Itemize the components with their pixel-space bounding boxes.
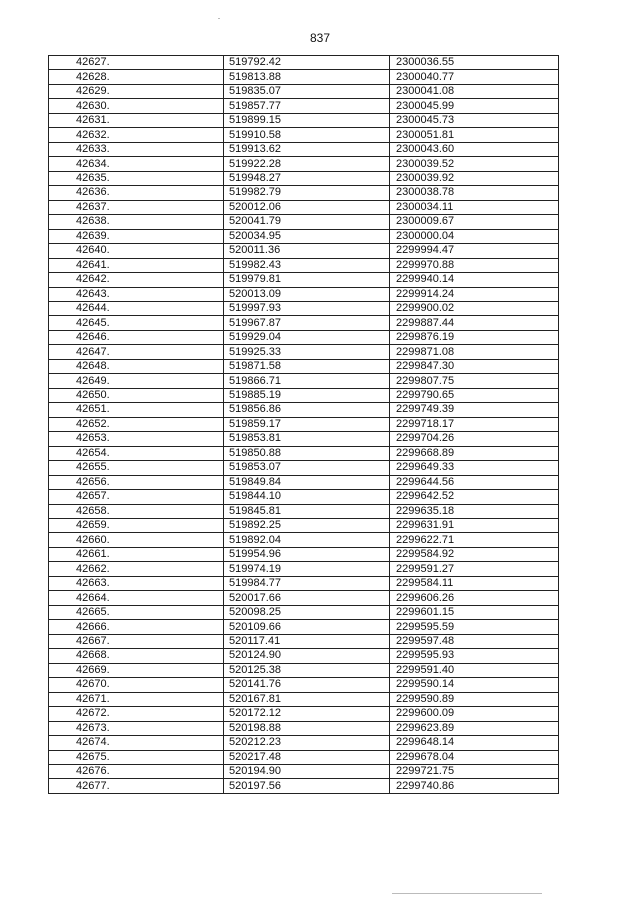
x-coordinate-cell: 519853.07: [224, 461, 390, 475]
x-coordinate-cell: 520212.23: [224, 736, 390, 750]
y-coordinate-cell: 2299887.44: [390, 316, 559, 330]
table-row: [49, 157, 559, 171]
y-coordinate-cell: 2300051.81: [390, 128, 559, 142]
x-coordinate-cell: 519929.04: [224, 330, 390, 344]
y-coordinate-cell: 2299595.59: [390, 620, 559, 634]
y-coordinate-cell: 2299642.52: [390, 490, 559, 504]
x-coordinate-cell: 520098.25: [224, 605, 390, 619]
table-row: [49, 128, 559, 142]
point-number-cell: 42676.: [49, 764, 224, 778]
table-row: [49, 374, 559, 388]
point-number-cell: 42649.: [49, 374, 224, 388]
point-number-cell: 42674.: [49, 736, 224, 750]
point-number-cell: 42661.: [49, 547, 224, 561]
y-coordinate-cell: 2299623.89: [390, 721, 559, 735]
y-coordinate-cell: 2299597.48: [390, 634, 559, 648]
point-number-cell: 42647.: [49, 345, 224, 359]
y-coordinate-cell: 2299749.39: [390, 403, 559, 417]
x-coordinate-cell: 519849.84: [224, 475, 390, 489]
point-number-cell: 42654.: [49, 446, 224, 460]
table-row: [49, 388, 559, 402]
x-coordinate-cell: 519922.28: [224, 157, 390, 171]
coordinates-table: [48, 55, 559, 794]
y-coordinate-cell: 2300000.04: [390, 229, 559, 243]
y-coordinate-cell: 2300045.73: [390, 113, 559, 127]
x-coordinate-cell: 520109.66: [224, 620, 390, 634]
x-coordinate-cell: 519910.58: [224, 128, 390, 142]
x-coordinate-cell: 519982.43: [224, 258, 390, 272]
point-number-cell: 42658.: [49, 504, 224, 518]
x-coordinate-cell: 519866.71: [224, 374, 390, 388]
point-number-cell: 42671.: [49, 692, 224, 706]
y-coordinate-cell: 2299871.08: [390, 345, 559, 359]
y-coordinate-cell: 2299584.11: [390, 576, 559, 590]
point-number-cell: 42643.: [49, 287, 224, 301]
point-number-cell: 42656.: [49, 475, 224, 489]
y-coordinate-cell: 2299740.86: [390, 779, 559, 793]
point-number-cell: 42662.: [49, 562, 224, 576]
y-coordinate-cell: 2300043.60: [390, 142, 559, 156]
x-coordinate-cell: 519925.33: [224, 345, 390, 359]
point-number-cell: 42641.: [49, 258, 224, 272]
page-number: 837: [309, 31, 331, 45]
point-number-cell: 42663.: [49, 576, 224, 590]
table-row: [49, 273, 559, 287]
y-coordinate-cell: 2299622.71: [390, 533, 559, 547]
y-coordinate-cell: 2300038.78: [390, 186, 559, 200]
point-number-cell: 42630.: [49, 99, 224, 113]
x-coordinate-cell: 519892.25: [224, 519, 390, 533]
point-number-cell: 42634.: [49, 157, 224, 171]
point-number-cell: 42636.: [49, 186, 224, 200]
y-coordinate-cell: 2299970.88: [390, 258, 559, 272]
table-row: [49, 99, 559, 113]
table-row: [49, 490, 559, 504]
x-coordinate-cell: 519885.19: [224, 388, 390, 402]
x-coordinate-cell: 519859.17: [224, 417, 390, 431]
y-coordinate-cell: 2299807.75: [390, 374, 559, 388]
table-row: [49, 301, 559, 315]
table-row: [49, 244, 559, 258]
point-number-cell: 42651.: [49, 403, 224, 417]
x-coordinate-cell: 519844.10: [224, 490, 390, 504]
x-coordinate-cell: 520197.56: [224, 779, 390, 793]
table-row: [49, 547, 559, 561]
point-number-cell: 42664.: [49, 591, 224, 605]
y-coordinate-cell: 2299876.19: [390, 330, 559, 344]
table-row: [49, 605, 559, 619]
point-number-cell: 42666.: [49, 620, 224, 634]
table-row: [49, 707, 559, 721]
point-number-cell: 42637.: [49, 200, 224, 214]
y-coordinate-cell: 2299900.02: [390, 301, 559, 315]
point-number-cell: 42645.: [49, 316, 224, 330]
y-coordinate-cell: 2299648.14: [390, 736, 559, 750]
y-coordinate-cell: 2299601.15: [390, 605, 559, 619]
table-row: [49, 721, 559, 735]
point-number-cell: 42629.: [49, 84, 224, 98]
point-number-cell: 42673.: [49, 721, 224, 735]
x-coordinate-cell: 520167.81: [224, 692, 390, 706]
table-row: [49, 345, 559, 359]
y-coordinate-cell: 2300045.99: [390, 99, 559, 113]
y-coordinate-cell: 2299721.75: [390, 764, 559, 778]
point-number-cell: 42677.: [49, 779, 224, 793]
point-number-cell: 42655.: [49, 461, 224, 475]
x-coordinate-cell: 519792.42: [224, 56, 390, 70]
x-coordinate-cell: 520012.06: [224, 200, 390, 214]
table-row: [49, 562, 559, 576]
x-coordinate-cell: 520117.41: [224, 634, 390, 648]
x-coordinate-cell: 519850.88: [224, 446, 390, 460]
point-number-cell: 42632.: [49, 128, 224, 142]
x-coordinate-cell: 519997.93: [224, 301, 390, 315]
point-number-cell: 42633.: [49, 142, 224, 156]
coordinates-table-container: [48, 55, 558, 794]
x-coordinate-cell: 520172.12: [224, 707, 390, 721]
table-row: [49, 519, 559, 533]
y-coordinate-cell: 2299678.04: [390, 750, 559, 764]
x-coordinate-cell: 520124.90: [224, 649, 390, 663]
x-coordinate-cell: 520125.38: [224, 663, 390, 677]
table-row: [49, 186, 559, 200]
y-coordinate-cell: 2300009.67: [390, 215, 559, 229]
x-coordinate-cell: 520198.88: [224, 721, 390, 735]
y-coordinate-cell: 2300039.52: [390, 157, 559, 171]
table-row: [49, 316, 559, 330]
point-number-cell: 42668.: [49, 649, 224, 663]
x-coordinate-cell: 519984.77: [224, 576, 390, 590]
point-number-cell: 42652.: [49, 417, 224, 431]
table-row: [49, 432, 559, 446]
y-coordinate-cell: 2299590.89: [390, 692, 559, 706]
point-number-cell: 42650.: [49, 388, 224, 402]
point-number-cell: 42635.: [49, 171, 224, 185]
y-coordinate-cell: 2299584.92: [390, 547, 559, 561]
point-number-cell: 42640.: [49, 244, 224, 258]
table-row: [49, 417, 559, 431]
point-number-cell: 42644.: [49, 301, 224, 315]
x-coordinate-cell: 519871.58: [224, 359, 390, 373]
table-row: [49, 171, 559, 185]
table-row: [49, 70, 559, 84]
y-coordinate-cell: 2299914.24: [390, 287, 559, 301]
point-number-cell: 42669.: [49, 663, 224, 677]
point-number-cell: 42667.: [49, 634, 224, 648]
y-coordinate-cell: 2299644.56: [390, 475, 559, 489]
x-coordinate-cell: 520141.76: [224, 678, 390, 692]
x-coordinate-cell: 519892.04: [224, 533, 390, 547]
x-coordinate-cell: 519853.81: [224, 432, 390, 446]
y-coordinate-cell: 2299704.26: [390, 432, 559, 446]
point-number-cell: 42657.: [49, 490, 224, 504]
x-coordinate-cell: 519974.19: [224, 562, 390, 576]
x-coordinate-cell: 520041.79: [224, 215, 390, 229]
x-coordinate-cell: 520011.36: [224, 244, 390, 258]
scan-line: [392, 893, 542, 894]
table-row: [49, 634, 559, 648]
table-row: [49, 446, 559, 460]
x-coordinate-cell: 519967.87: [224, 316, 390, 330]
point-number-cell: 42648.: [49, 359, 224, 373]
table-row: [49, 736, 559, 750]
x-coordinate-cell: 519913.62: [224, 142, 390, 156]
x-coordinate-cell: 519857.77: [224, 99, 390, 113]
point-number-cell: 42653.: [49, 432, 224, 446]
point-number-cell: 42628.: [49, 70, 224, 84]
point-number-cell: 42665.: [49, 605, 224, 619]
table-row: [49, 359, 559, 373]
y-coordinate-cell: 2299590.14: [390, 678, 559, 692]
x-coordinate-cell: 519845.81: [224, 504, 390, 518]
y-coordinate-cell: 2300041.08: [390, 84, 559, 98]
y-coordinate-cell: 2300034.11: [390, 200, 559, 214]
table-row: [49, 649, 559, 663]
x-coordinate-cell: 519835.07: [224, 84, 390, 98]
y-coordinate-cell: 2299790.65: [390, 388, 559, 402]
x-coordinate-cell: 520013.09: [224, 287, 390, 301]
table-row: [49, 215, 559, 229]
y-coordinate-cell: 2299649.33: [390, 461, 559, 475]
table-row: [49, 200, 559, 214]
x-coordinate-cell: 519979.81: [224, 273, 390, 287]
y-coordinate-cell: 2300036.55: [390, 56, 559, 70]
table-row: [49, 229, 559, 243]
y-coordinate-cell: 2300040.77: [390, 70, 559, 84]
y-coordinate-cell: 2299635.18: [390, 504, 559, 518]
table-row: [49, 576, 559, 590]
table-row: [49, 475, 559, 489]
y-coordinate-cell: 2299595.93: [390, 649, 559, 663]
x-coordinate-cell: 519856.86: [224, 403, 390, 417]
y-coordinate-cell: 2299994.47: [390, 244, 559, 258]
table-row: [49, 403, 559, 417]
point-number-cell: 42646.: [49, 330, 224, 344]
table-row: [49, 533, 559, 547]
point-number-cell: 42631.: [49, 113, 224, 127]
table-row: [49, 750, 559, 764]
y-coordinate-cell: 2300039.92: [390, 171, 559, 185]
table-row: [49, 764, 559, 778]
table-row: [49, 287, 559, 301]
table-row: [49, 461, 559, 475]
table-row: [49, 678, 559, 692]
scan-speck: [218, 18, 220, 19]
x-coordinate-cell: 520017.66: [224, 591, 390, 605]
y-coordinate-cell: 2299847.30: [390, 359, 559, 373]
point-number-cell: 42638.: [49, 215, 224, 229]
table-row: [49, 663, 559, 677]
x-coordinate-cell: 519982.79: [224, 186, 390, 200]
y-coordinate-cell: 2299631.91: [390, 519, 559, 533]
point-number-cell: 42659.: [49, 519, 224, 533]
x-coordinate-cell: 519954.96: [224, 547, 390, 561]
x-coordinate-cell: 519948.27: [224, 171, 390, 185]
y-coordinate-cell: 2299718.17: [390, 417, 559, 431]
table-row: [49, 620, 559, 634]
table-row: [49, 692, 559, 706]
y-coordinate-cell: 2299606.26: [390, 591, 559, 605]
table-row: [49, 56, 559, 70]
table-row: [49, 330, 559, 344]
table-row: [49, 142, 559, 156]
point-number-cell: 42639.: [49, 229, 224, 243]
y-coordinate-cell: 2299600.09: [390, 707, 559, 721]
y-coordinate-cell: 2299591.27: [390, 562, 559, 576]
point-number-cell: 42675.: [49, 750, 224, 764]
x-coordinate-cell: 520217.48: [224, 750, 390, 764]
y-coordinate-cell: 2299591.40: [390, 663, 559, 677]
x-coordinate-cell: 520194.90: [224, 764, 390, 778]
y-coordinate-cell: 2299940.14: [390, 273, 559, 287]
point-number-cell: 42627.: [49, 56, 224, 70]
x-coordinate-cell: 519899.15: [224, 113, 390, 127]
table-row: [49, 84, 559, 98]
table-row: [49, 113, 559, 127]
y-coordinate-cell: 2299668.89: [390, 446, 559, 460]
table-row: [49, 779, 559, 793]
x-coordinate-cell: 519813.88: [224, 70, 390, 84]
table-row: [49, 258, 559, 272]
point-number-cell: 42672.: [49, 707, 224, 721]
point-number-cell: 42642.: [49, 273, 224, 287]
table-row: [49, 591, 559, 605]
table-row: [49, 504, 559, 518]
x-coordinate-cell: 520034.95: [224, 229, 390, 243]
point-number-cell: 42660.: [49, 533, 224, 547]
point-number-cell: 42670.: [49, 678, 224, 692]
table-body: [49, 56, 559, 794]
